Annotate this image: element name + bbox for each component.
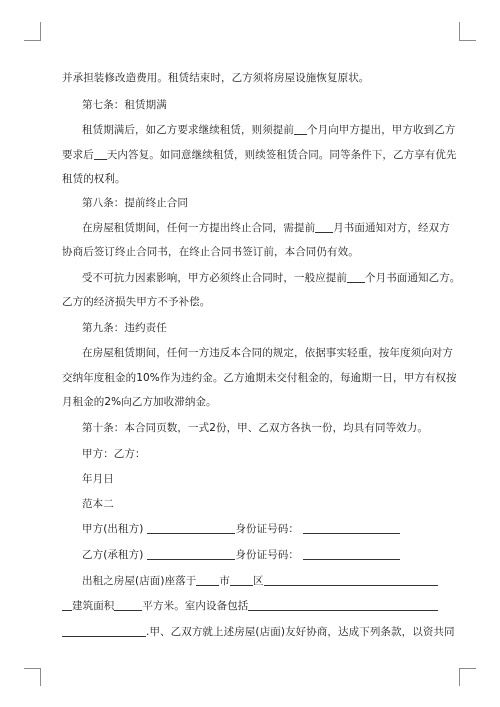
party-line: 甲方(出租方) 身份证号码：	[82, 521, 442, 537]
article-heading: 第八条：提前终止合同	[82, 197, 188, 209]
text-line: 租赁期满后，如乙方要求继续租赁，则须提前 个月向甲方提出，甲方收到乙方	[82, 124, 456, 136]
blank-field	[303, 547, 400, 560]
blank-field	[347, 270, 365, 283]
crop-mark-bottom-left	[40, 668, 41, 686]
text-line: 在房屋租赁期间，任何一方违反本合同的规定，依据事实轻重，按年度须向对方	[82, 347, 453, 359]
text-line: 在房屋租赁期间，任何一方提出终止合同，需提前 月书面通知对方，经双方	[82, 222, 450, 234]
text-line: .甲、乙双方就上述房屋(店面)友好协商，达成下列条款，以资共同	[62, 624, 442, 640]
blank-field	[230, 573, 253, 586]
crop-mark-top-right	[459, 22, 460, 40]
blank-field	[147, 547, 235, 560]
blank-field	[315, 220, 333, 233]
blank-field	[62, 598, 72, 611]
crop-mark-bottom-right	[459, 668, 460, 686]
crop-mark-top-left	[40, 22, 41, 40]
text-line: 协商后签订终止合同书，在终止合同书签订前，本合同仍有效。	[62, 246, 359, 258]
signature-line: 甲方：乙方：	[82, 448, 146, 460]
text-line: 租赁的权利。	[62, 173, 126, 185]
text-line: 月租金的2%向乙方加收滞纳金。	[62, 396, 217, 408]
text-line: 交纳年度租金的10%作为违约金。乙方逾期未交付租金的，每逾期一日，甲方有权按	[62, 372, 457, 384]
text-line: 受不可抗力因素影响，甲方必须终止合同时，一般应提前 个月书面通知乙方。	[82, 272, 461, 284]
blank-field	[147, 521, 235, 534]
date-line: 年月日	[82, 473, 114, 485]
article-heading: 第七条：租赁期满	[82, 99, 167, 111]
blank-field	[62, 624, 146, 637]
text-line: 要求后 天内答复。如同意继续租赁，则续签租赁合同。同等条件下，乙方享有优先	[62, 149, 457, 161]
section-heading: 范本二	[82, 498, 114, 510]
crop-mark-top-right	[459, 40, 476, 41]
text-line: 建筑面积 平方米。室内设备包括	[62, 598, 442, 614]
blank-field	[294, 122, 307, 135]
blank-field	[248, 598, 438, 611]
blank-field	[264, 573, 438, 586]
text-line: 第十条：本合同页数，一式2份，甲、乙双方各执一份，均具有同等效力。	[82, 422, 428, 434]
text-line: 并承担装修改造费用。租赁结束时，乙方须将房屋设施恢复原状。	[62, 72, 370, 84]
blank-field	[303, 521, 400, 534]
article-heading: 第九条：违约责任	[82, 322, 167, 334]
blank-field	[94, 147, 107, 160]
crop-mark-bottom-right	[459, 668, 476, 669]
text-line: 乙方的经济损失甲方不予补偿。	[62, 296, 211, 308]
text-line: 出租之房屋(店面)座落于 市 区	[82, 573, 442, 589]
blank-field	[114, 598, 142, 611]
party-line: 乙方(承租方) 身份证号码：	[82, 547, 442, 563]
blank-field	[196, 573, 219, 586]
crop-mark-bottom-left	[24, 668, 41, 669]
crop-mark-top-left	[24, 40, 41, 41]
